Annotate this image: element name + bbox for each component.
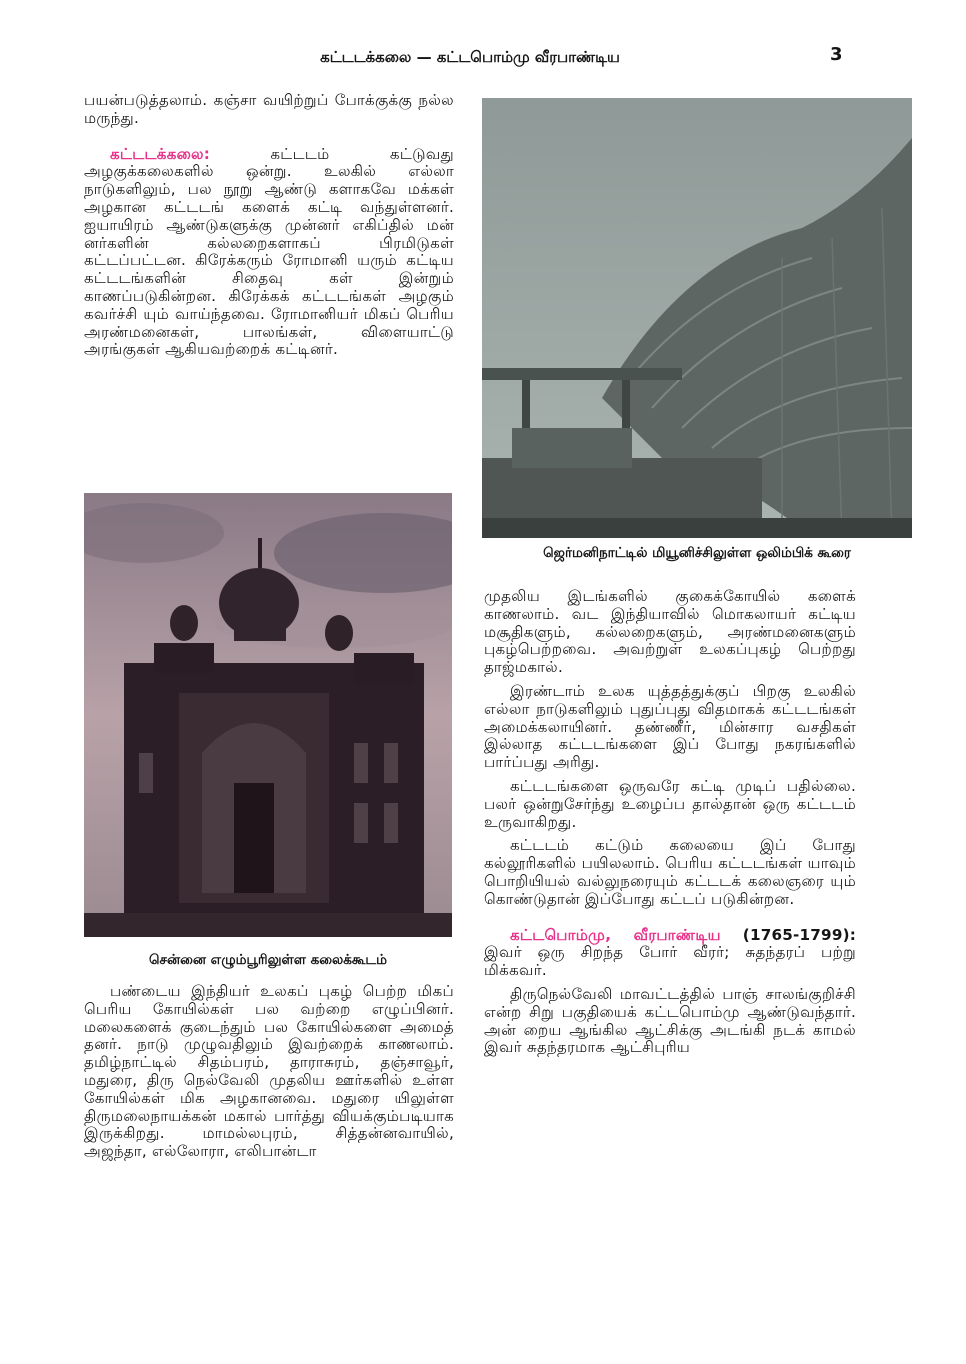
left-photo-caption: சென்னை எழும்பூரிலுள்ள கலைக்கூடம் xyxy=(149,952,387,968)
right-column xyxy=(484,588,856,1057)
left-column-top xyxy=(84,92,454,359)
right-paragraph-3: கட்டடங்களை ஒருவரே கட்டி முடிப் பதில்லை. பலர் ஒன்றுசேர்ந்து உழைப்ப தால்தான் ஒரு கட்டடம் உருவாகிறது. xyxy=(484,776,856,831)
right-paragraph-5: திருநெல்வேலி மாவட்டத்தில் பாஞ் சாலங்குறிச்சி என்ற சிறு பகுதியைக் கட்டபொம்மு ஆண்டுவந்தார். அன் றைய ஆங்கில ஆட்சிக்கு அடங்கி நடக் காமல் இவர் சுதந்தரமாக ஆட்சிபுரிய xyxy=(484,984,856,1057)
right-paragraph-2: இரண்டாம் உலக யுத்தத்துக்குப் பிறகு உலகில் எல்லா நாடுகளிலும் புதுப்புது விதமாகக் கட்டடங்கள் அமைக்கலாயினர். தண்ணீர், மின்சார வசதிகள் இல்லாத கட்டடங்களை இப் போது நகரங்களில் பார்ப்பது அரிது. xyxy=(484,681,856,772)
museum-illustration xyxy=(84,493,452,937)
section-kattabomman xyxy=(484,927,856,980)
roof-illustration xyxy=(482,98,912,538)
temples-paragraph: பண்டைய இந்தியர் உலகப் புகழ் பெற்ற மிகப் பெரிய கோயில்கள் பல வற்றை எழுப்பினர். மலைகளைக் குடைந்தும் பல கோயில்களை அமைத் தனர். நாடு முழுவதிலும் இவற்றைக் காணலாம். தமிழ்நாட்டில் சிதம்பரம், தாராசுரம், தஞ்சாவூர், மதுரை, திரு நெல்வேலி முதலிய ஊர்களில் உள்ள கோயில்கள் மிக அழகானவை. மதுரை யிலுள்ள திருமலைநாயக்கன் மகால் பார்த்து வியக்கும்படியாக இருக்கிறது. மாமல்லபுரம், சித்தன்னவாயில், அஜந்தா, எல்லோரா, எலிபான்டா xyxy=(84,982,454,1161)
right-paragraph-1: முதலிய இடங்களில் குகைக்கோயில் களைக் காணலாம். வட இந்தியாவில் மொகலாயர் கட்டிய மசூதிகளும், கல்லறைகளும், அரண்மனைகளும் புகழ்பெற்றவை. அவற்றுள் உலகப்புகழ் பெற்றது தாஜ்மகால். xyxy=(484,587,856,677)
intro-paragraph: பயன்படுத்தலாம். கஞ்சா வயிற்றுப் போக்குக்கு நல்ல மருந்து. xyxy=(84,91,454,127)
munich-olympic-roof-photo xyxy=(482,98,912,538)
section-text: கட்டடம் கட்டுவது அழகுக்கலைகளில் ஒன்று. உலகில் எல்லா நாடுகளிலும், பல நூறு ஆண்டு களாகவே மக்கள் அழகான கட்டடங் களைக் கட்டி வந்துள்ளனர். ஐயாயிரம் ஆண்டுகளுக்கு முன்னர் எகிப்தில் மன் னர்களின் கல்லறைகளாகப் பிரமிடுகள் கட்டப்பட்டன. கிரேக்கரும் ரோமானி யரும் கட்டிய கட்டடங்களின் சிதைவு கள் இன்றும் காணப்படுகின்றன. கிரேக்கக் கட்டடங்கள் அழகும் கவர்ச்சி யும் வாய்ந்தவை. ரோமானியர் மிகப் பெரிய அரண்மனைகள், பாலங்கள், விளையாட்டு அரங்குகள் ஆகியவற்றைக் கட்டினர். xyxy=(84,144,454,359)
section-term: கட்டபொம்மு, வீரபாண்டிய xyxy=(510,925,721,944)
section-text: இவர் ஒரு சிறந்த போர் வீரர்; சுதந்தரப் பற்று மிக்கவர். xyxy=(484,943,856,980)
section-years: (1765-1799): xyxy=(742,925,856,944)
right-paragraph-4: கட்டடம் கட்டும் கலையை இப் போது கல்லூரிகளில் பயிலலாம். பெரிய கட்டடங்கள் யாவும் பொறியியல் வல்லுநரையும் கட்டடக் கலைஞரை யும் கொண்டுதான் இப்போது கட்டப் படுகின்றன. xyxy=(484,836,856,908)
page-number: 3 xyxy=(830,44,843,65)
section-term: கட்டடக்கலை: xyxy=(110,144,211,163)
section-architecture xyxy=(84,146,454,360)
egmore-museum-photo xyxy=(84,493,452,937)
left-column-bottom xyxy=(84,983,454,1161)
running-title: கட்டடக்கலை — கட்டபொம்மு வீரபாண்டிய xyxy=(320,48,620,66)
right-photo-caption: ஜெர்மனிநாட்டில் மியூனிச்சிலுள்ள ஒலிம்பிக் கூரை xyxy=(543,545,851,561)
page-header xyxy=(0,44,966,74)
